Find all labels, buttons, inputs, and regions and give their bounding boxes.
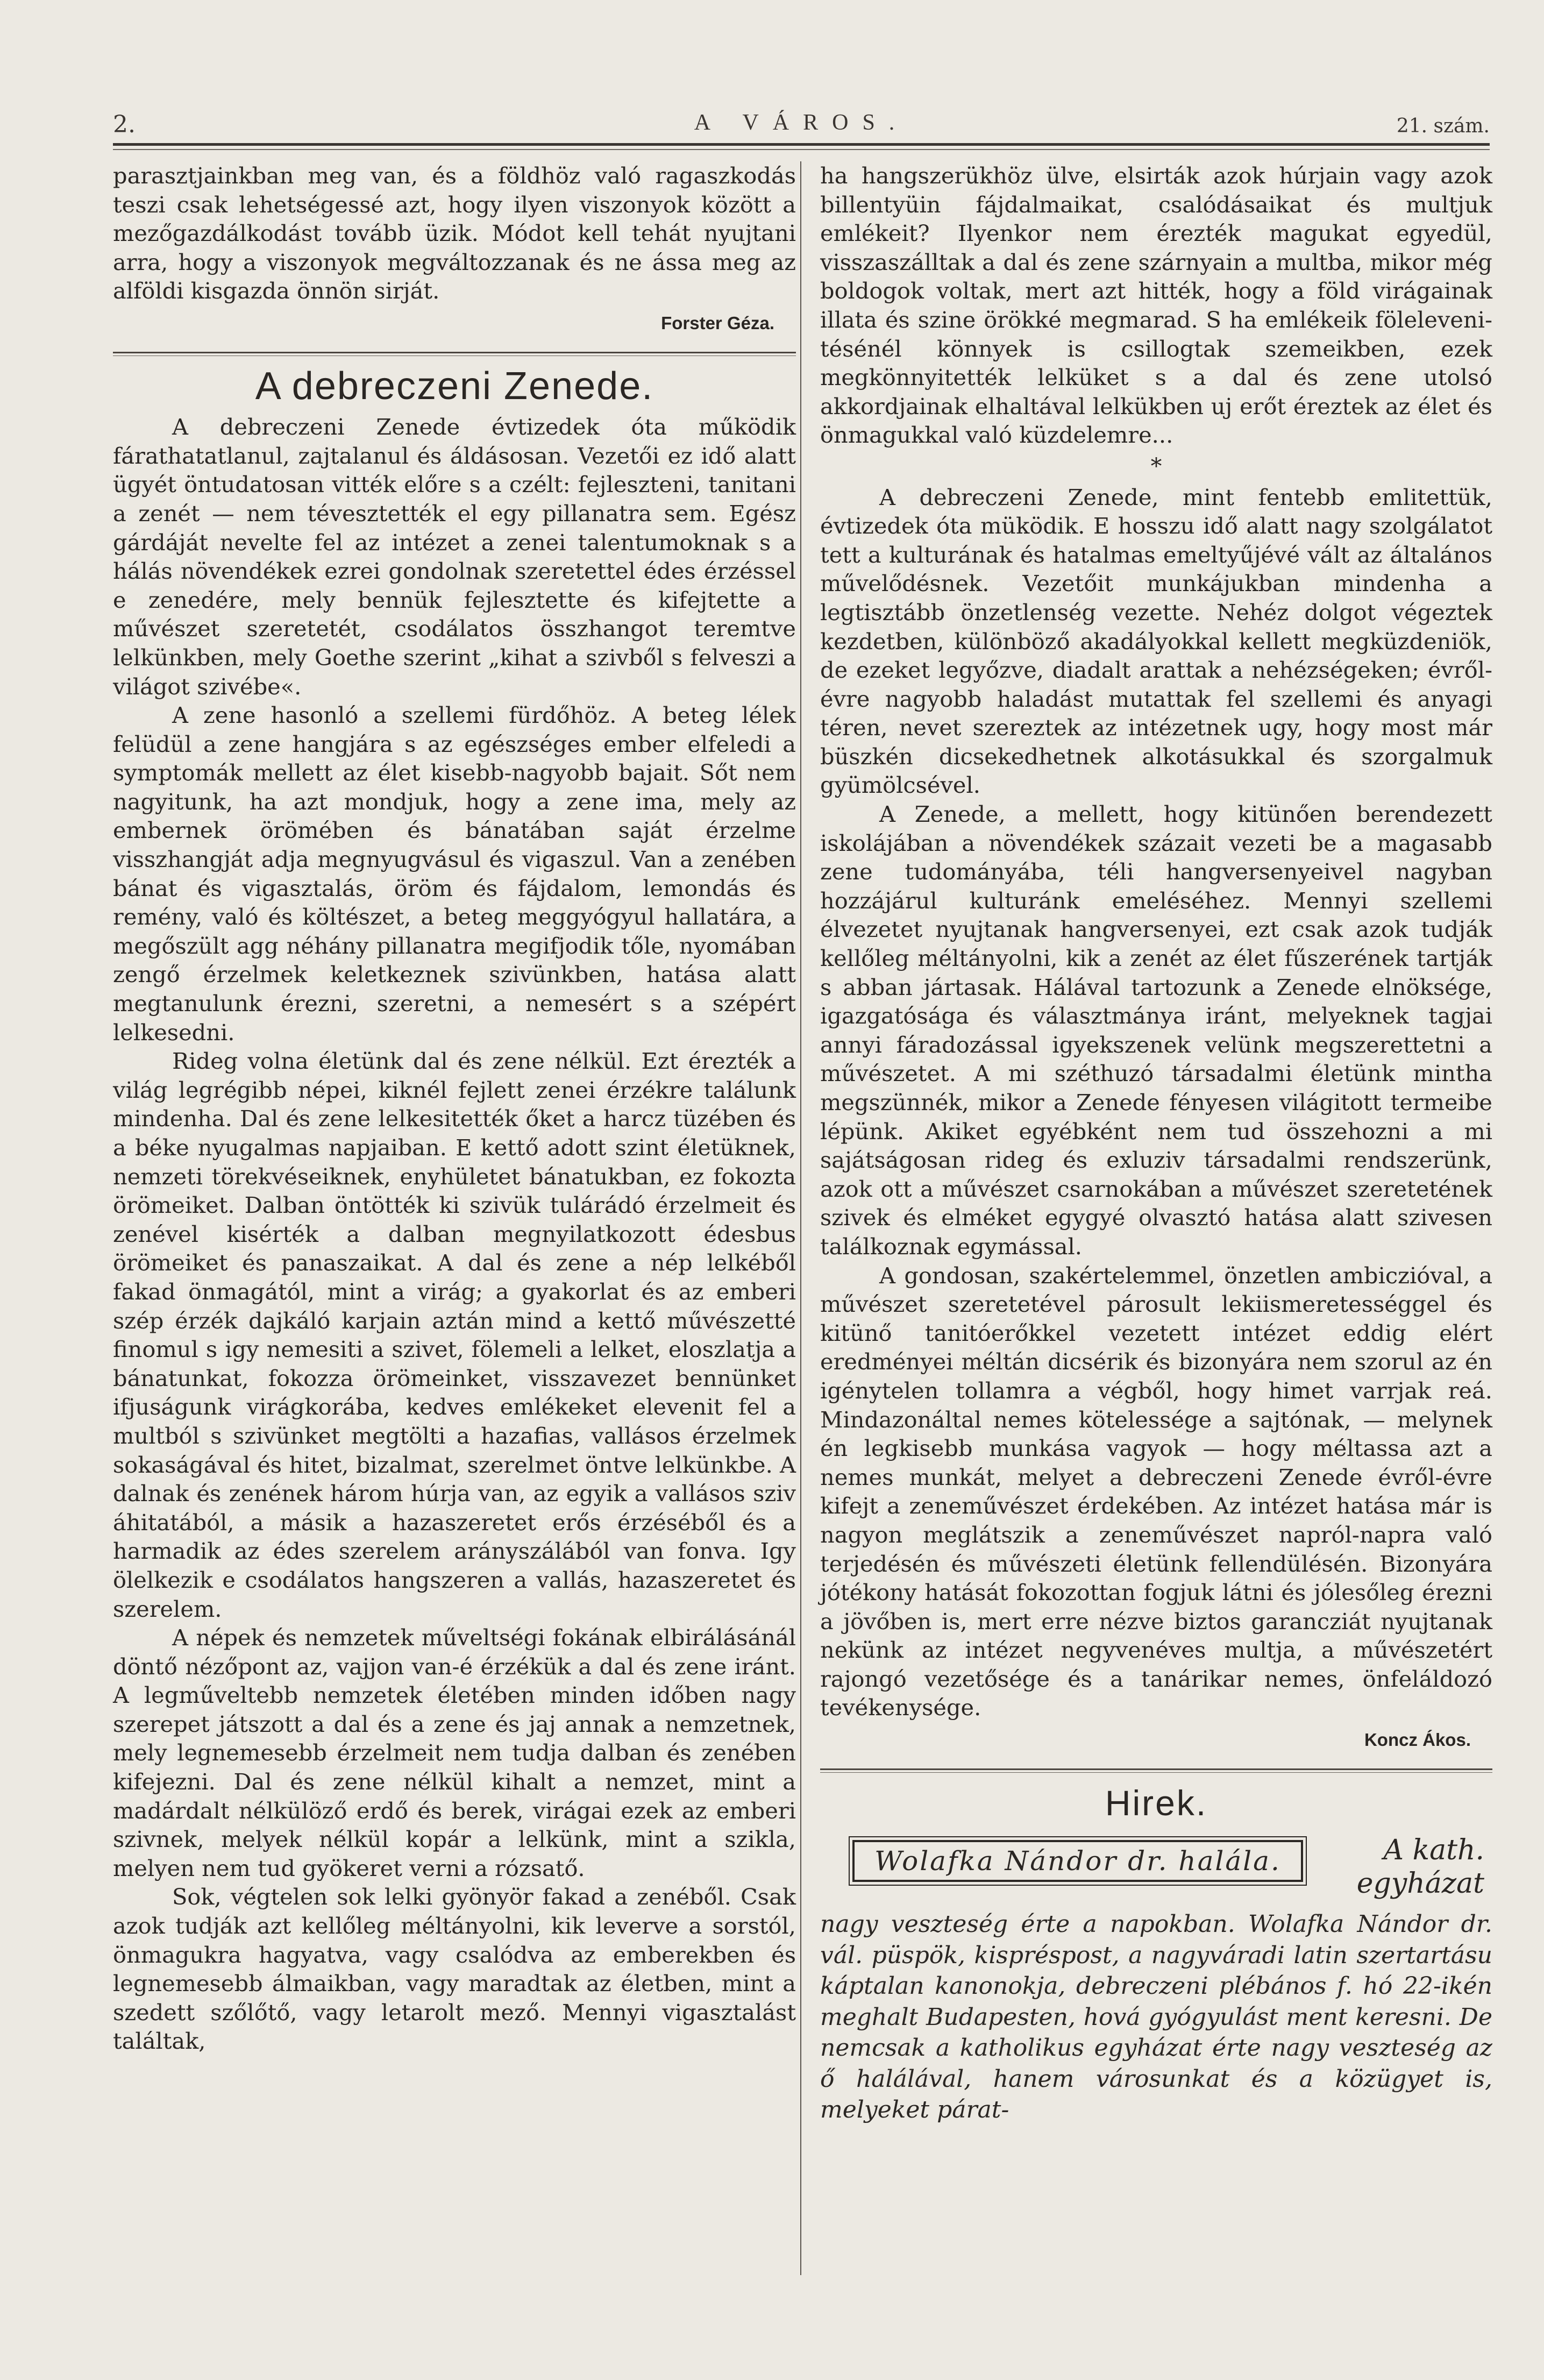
- news-lead-words: [1312, 1834, 1484, 1900]
- news-headline-block: [820, 1834, 1492, 1909]
- news-section-title: Hirek.: [1105, 1782, 1208, 1823]
- article-paragraph: ha hangszerükhöz ülve, elsirták azok húrjain vagy azok billentyüin fájdalmaikat, csalódásaikat és multjuk emlékeit? Ilyenkor nem érezték magukat egyedül, visszaszálltak a dal és zene szárnyain a multba, mikor még boldogok voltak, mert azt hitték, hogy a föld virágainak illata és szine örökké megmarad. S ha emlékeik fölelevenitésénél könnyek is csillogtak szemeikben, ezek megkönnyitették lelküket s a dal és zene utolsó akkordjainak elhaltával lelkükben uj erőt éreztek az élet és önmagukkal való küzdelemre...: [820, 162, 1492, 449]
- article-paragraph: A debreczeni Zenede évtizedek óta működik fárathatatlanul, zajtalanul és áldásosan. Vezetői ez idő alatt ügyét öntudatosan vitték előre s a czélt: fejleszteni, tanitani a zenét — nem tévesztették el egy pillanatra sem. Egész gárdáját nevelte fel az intézet a zenei talentumoknak s a hálás növendékek ezrei gondolnak szeretettel édes érzéssel e zenedére, mely bennük fejlesztette és kifejtette a művészet szeretetét, csodálatos összhangot teremtve lelkünkben, mely Goethe szerint „kihat a szivből s felveszi a világot szivébe«.: [113, 414, 796, 700]
- page-number: 2.: [113, 111, 136, 138]
- section-rule-thin: [820, 1772, 1492, 1773]
- section-rule: [113, 352, 796, 353]
- running-header: [113, 108, 1490, 145]
- article-paragraph: A gondosan, szakértelemmel, önzetlen ambiczióval, a művészet szeretetével párosult lekiismeretességgel és kitünő tanitóerőkkel vezetett intézet eddig elért eredményei méltán dicsérik és bizonyára nem szorul az én igénytelen tollamra a végből, hogy himet varrjak reá. Mindazonáltal nemes kötelessége a sajtónak, — melynek én legkisebb munkása vagyok — hogy méltassa azt a nemes munkát, melyet a debreczeni Zenede évről-évre kifejt a zeneművészet érdekében. Az intézet hatása már is nagyon meglátszik a zeneművészet napról-napra való terjedésén és művészeti életünk fellendülésén. Bizonyára jótékony hatását fokozottan fogjuk látni és jólesőleg érezni a jövőben is, mert erre nézve biztos garancziát nyujtanak nekünk az intézet negyvenéves multja, a művészetért rajongó vezetősége és a tanárikar nemes, önfeláldozó tevékenysége.: [820, 1262, 1492, 1721]
- issue-number: 21. szám.: [1396, 115, 1490, 137]
- column-divider: [800, 161, 801, 2275]
- intro-signature: Forster Géza.: [661, 312, 774, 333]
- article-paragraph: A Zenede, a mellett, hogy kitünően berendezett iskolájában a növendékek százait vezeti be a magasabb zene tudományába, téli hangversenyeivel nagyban hozzájárul kulturánk emeléséhez. Mennyi szellemi élvezetet nyujtanak hangversenyei, ezt csak azok tudják kellőleg méltányolni, kik a zenét az élet fűszerének tartják s abban jártasak. Hálával tartozunk a Zenede elnöksége, igazgatósága és választmánya iránt, melyeknek tagjai annyi fáradozással igyekszenek velünk megszerettetni a művészetet. A mi széthuzó társadalmi életünk mintha megszünnék, mikor a Zenede fényesen világitott termeibe lépünk. Akiket egyébként nem tud összehozni a mi sajátságosan rideg és exluziv társadalmi rendszerünk, azok ott a művészet csarnokában a művészet szeretetének szivek és elméket egygyé olvasztó hatása alatt szivesen találkoznak egymással.: [820, 801, 1492, 1260]
- news-lead-line: A kath.: [1383, 1834, 1484, 1867]
- news-paragraph: nagy veszteség érte a napokban. Wolafka Nándor dr. vál. püspök, kispréspost, a nagyváradi latin szertartásu káptalan kanonokja, debreczeni plébános f. hó 22-ikén meghalt Budapesten, hová gyógyulást ment keresni. De nemcsak a katholikus egyházat érte nagy veszteség az ő halálával, hanem városunkat és a közügyet is, melyeket párat-: [820, 1910, 1492, 2124]
- newspaper-title: A VÁROS.: [694, 110, 909, 135]
- header-rule: [113, 143, 1490, 146]
- article-paragraph: Sok, végtelen sok lelki gyönyör fakad a zenéből. Csak azok tudják azt kellőleg méltányolni, kik leverve a sorstól, önmagukra hagyatva, vagy csalódva az emberekben és legnemesebb álmaikban, vagy maradtak az életben, mint a szedett szőlőtő, vagy letarolt mező. Mennyi vigasztalást találtak,: [113, 1884, 796, 2055]
- article-title: A debreczeni Zenede.: [255, 364, 654, 408]
- news-lead-line: egyházat: [1356, 1867, 1484, 1900]
- section-rule: [820, 1768, 1492, 1770]
- article-paragraph: A debreczeni Zenede, mint fentebb emlitettük, évtizedek óta müködik. E hosszu idő alatt nagy szolgálatot tett a kulturának és hatalmas emeltyűjévé vált az általános művelődésnek. Vezetőit munkájukban mindenha a legtisztább önzetlenség vezette. Nehéz dolgot végeztek kezdetben, különböző akadályokkal kellett megküzdeniök, de ezeket legyőzve, diadalt arattak a nehézségeken; évről-évre nagyobb haladást mutattak fel szellemi és anyagi téren, nevet szereztek az intézetnek ugy, hogy most már büszkén dicsekedhetnek alkotásukkal és szorgalmuk gyümölcsével.: [820, 484, 1492, 799]
- article-paragraph: A népek és nemzetek műveltségi fokának elbirálásánál döntő nézőpont az, vajjon van-é érzékük a dal és zene iránt. A legműveltebb nemzetek életében minden időben nagy szerepet játszott a dal és a zene és jaj annak a nemzetnek, mely legnemesebb érzelmeit nem tudja dalban és zenében kifejezni. Dal és zene nélkül kihalt a nemzet, mint a madárdalt nélkülöző erdő és berek, virágai ezek az emberi szivnek, melyek nélkül kopár a lelkünk, mint a szikla, melyen nem tud gyökeret verni a rózsatő.: [113, 1624, 796, 1881]
- section-separator: *: [1150, 452, 1162, 479]
- header-rule-thin: [113, 149, 1490, 150]
- article-paragraph: A zene hasonló a szellemi fürdőhöz. A beteg lélek felüdül a zene hangjára s az egészséges ember elfeledi a symptomák mellett az élet kisebb-nagyobb bajait. Sőt nem nagyitunk, ha azt mondjuk, hogy a zene ima, mely az embernek örömében és bánatában saját érzelme visszhangját adja megnyugvásul és vigaszul. Van a zenében bánat és vigasztalás, öröm és fájdalom, lemondás és remény, való és költészet, a beteg meggyógyul hallatára, a megőszült agg néhány pillanatra megifjodik tőle, nyomában zengő érzelmek keletkeznek szivünkben, hatása alatt megtanulunk érezni, szeretni, a nemesért s a szépért lelkesedni.: [113, 702, 796, 1046]
- intro-paragraph: parasztjainkban meg van, és a földhöz való ragaszkodás teszi csak lehetségessé azt, hogy ilyen viszonyok között a mezőgazdálkodást tovább üzik. Módot kell tehát nyujtani arra, hogy a viszonyok megváltozzanak és ne ássa meg az alföldi kisgazda önnön sirját.: [113, 162, 796, 304]
- article-signature: Koncz Ákos.: [1364, 1730, 1471, 1750]
- article-paragraph: Rideg volna életünk dal és zene nélkül. Ezt érezték a világ legrégibb népei, kiknél fejlett zenei érzékre találunk mindenha. Dal és zene lelkesitették őket a harcz tüzében és a béke nyugalmas napjaiban. E kettő adott szint életüknek, nemzeti törekvéseiknek, enyhületet bánatukban, ez fokozta örömeiket. Dalban öntötték ki szivük tulárádó érzelmeit és zenével kisérték a dalban megnyilatkozott édesbus örömeiket és panaszaikat. A dal és zene a nép lelkéből fakad önmagától, mint a virág; a gyakorlat és az emberi szép érzék dajkáló karjain aztán mind a kettő művészetté finomul s igy nemesiti a szivet, fölemeli a lelket, eloszlatja a bánatunkat, fokozza örömeinket, visszavezet bennünket ifjuságunk virágkorába, kedves emlékeket elevenit fel a multból s szivünket megtölti a hazafias, vallásos érzelmek sokaságával és hitet, bizalmat, szerelmet öntve lelkünkbe. A dalnak és zenének három húrja van, az egyik a vallásos sziv áhitatából, a másik a hazaszeretet erős érzéséből és a harmadik az édes szerelem arányszálából van fonva. Igy ölelkezik e csodálatos hangszeren a vallás, hazaszeretet és szerelem.: [113, 1048, 796, 1622]
- news-framed-title: Wolafka Nándor dr. halála.: [852, 1840, 1303, 1882]
- left-column: [113, 161, 796, 2056]
- right-column: [820, 161, 1492, 2126]
